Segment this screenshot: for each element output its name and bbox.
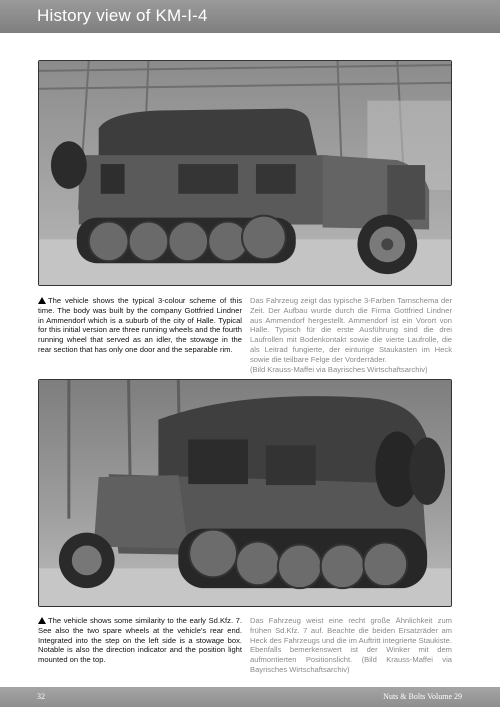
photo-2-caption-en-text: The vehicle shows some similarity to the early Sd.Kfz. 7. See also the two spare wheels at the vehicle's rear end. Integrated into the step on the left side is a stowage box. Notable is also the direction indicator and the position light mounted on the top.: [38, 616, 242, 665]
page-title: History view of KM-I-4: [37, 6, 208, 25]
caption-pointer-icon: [38, 297, 46, 304]
photo-2-caption-german: [250, 616, 452, 675]
photo-1-caption-german: [250, 296, 452, 374]
photo-1-credit: (Bild Krauss-Maffei via Bayrisches Wirtschaftsarchiv): [250, 364, 428, 374]
photo-1-image: [39, 61, 451, 285]
page-footer: [0, 687, 500, 707]
photo-vehicle-side-view: [38, 60, 452, 286]
photo-1-caption-de-text: Das Fahrzeug zeigt das typische 3-Farben Tarnschema der Zeit. Der Aufbau wurde durch die Firma Gottfried Lindner aus Ammendorf hergestellt. Ammendorf ist ein Vorort von Halle. Typisch für die erste Ausführung sind die drei Laufrollen mit Bodenkontakt sowie die vierte Laufrolle, die als Leitrad fungierte, der einturige Staukasten im Heck sowie die teilbare Felge der Vorderräder.: [250, 296, 452, 364]
photo-2-caption-english: [38, 616, 242, 665]
photo-vehicle-rear-view: [38, 379, 452, 607]
page-header: [0, 0, 500, 33]
publication-volume: Nuts & Bolts Volume 29: [383, 692, 462, 701]
photo-2-caption-de-text: Das Fahrzeug weist eine recht große Ähnlichkeit zum frühen Sd.Kfz. 7 auf. Beachte die beiden Ersatzräder am Heck des Fahrzeugs und die im Auftritt integrierte Staukiste. Ebenfalls bemerkenswert ist der Winker mit dem aufmontierten Positionslicht. (Bild Krauss-Maffei via Bayrisches Wirtschaftsarchiv): [250, 616, 452, 674]
photo-2-image: [39, 380, 451, 606]
caption-pointer-icon: [38, 617, 46, 624]
photo-1-caption-en-text: The vehicle shows the typical 3-colour scheme of this time. The body was built by the company Gottfried Lindner in Ammendorf which is a suburb of the city of Halle. Typical for this initial version are three running wheels and the fourth running wheel that served as an idler, the stowage in the rear section that has only one door and the separable rim.: [38, 296, 242, 354]
page-number: 32: [37, 692, 45, 701]
photo-1-caption-english: [38, 296, 242, 355]
